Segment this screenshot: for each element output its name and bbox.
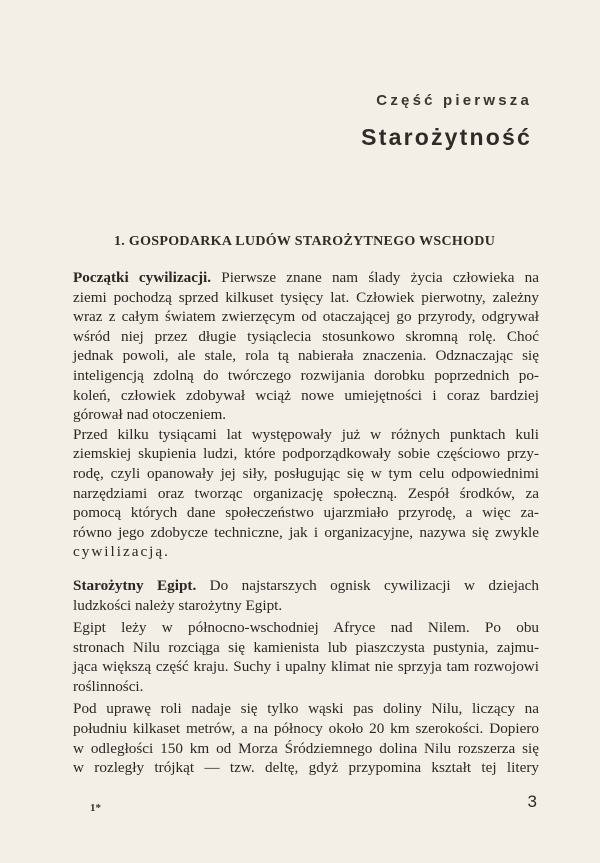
text-line: południu kilkaset metrów, a na północy około 20 km szerokości. Dopiero bbox=[73, 720, 539, 738]
text-line: jednak powoli, ale stale, rola tą nabierała znaczenia. Odznaczając się bbox=[73, 347, 539, 365]
part-label: Część pierwsza bbox=[376, 92, 532, 109]
text-line: pomocą których dane społeczeństwo ujarzmiało przyrodę, a więc za- bbox=[73, 504, 539, 522]
text-line: ziemi pochodzą sprzed kilkuset tysięcy lat. Człowiek pierwotny, zależny bbox=[73, 288, 539, 306]
text-line-emphasized: cywilizacją. bbox=[73, 543, 170, 561]
text-line: rodę, czyli opanowały jej siły, posługując się w tym celu odpowiednimi bbox=[73, 464, 539, 482]
text-line: koleń, człowiek zdobywał wciąż nowe umiejętności i coraz bardziej bbox=[73, 386, 539, 404]
text-line: Pod uprawę roli nadaje się tylko wąski pas doliny Nilu, liczący na bbox=[73, 700, 539, 718]
runin-heading-egypt: Starożytny Egipt. bbox=[73, 576, 197, 594]
page-number: 3 bbox=[527, 792, 537, 811]
text-line: Przed kilku tysiącami lat występowały już w różnych punktach kuli bbox=[73, 425, 539, 443]
printer-signature-mark: 1* bbox=[90, 802, 101, 814]
text-line: ludzkości należy starożytny Egipt. bbox=[73, 596, 283, 614]
text-line: w odległości 150 km od Morza Śródziemnego dolina Nilu rozszerza się bbox=[73, 739, 539, 757]
body-text bbox=[73, 268, 539, 778]
paragraph-egypt-geography bbox=[73, 618, 539, 696]
text-span: Pierwsze znane nam ślady życia człowieka na bbox=[211, 269, 539, 286]
text-line: w rozległy trójkąt — tzw. deltę, gdyż przypomina kształt tej litery bbox=[73, 759, 539, 777]
text-line: ziemskiej skupienia ludzi, które podporządkowały sobie częściowo przy- bbox=[73, 445, 539, 463]
text-line bbox=[73, 268, 539, 288]
runin-heading-beginnings: Początki cywilizacji. bbox=[73, 269, 212, 286]
paragraph-ancient-egypt bbox=[73, 576, 539, 615]
chapter-heading: 1. GOSPODARKA LUDÓW STAROŻYTNEGO WSCHODU bbox=[114, 234, 496, 249]
paragraph-civilization-definition bbox=[73, 425, 539, 562]
text-line: narzędziami oraz tworząc organizację społeczną. Zespół środków, za bbox=[73, 484, 539, 502]
text-line: Egipt leży w północno-wschodniej Afryce nad Nilem. Po obu bbox=[73, 619, 539, 637]
paragraph-nile-valley bbox=[73, 699, 539, 777]
text-line: roślinności. bbox=[73, 677, 144, 695]
text-line: wśród niej przez długie tysiąclecia stosunkowo skromną rolę. Choć bbox=[73, 327, 539, 345]
text-line: równo jego zdobycze techniczne, jak i organizacyjne, nazywa się zwykle bbox=[73, 523, 539, 541]
text-line: inteligencją zdolną do twórczego rozwijania dorobku poprzednich po- bbox=[73, 366, 539, 384]
text-line bbox=[73, 576, 539, 596]
text-line: stronach Nilu rozciąga się kamienista lub piaszczysta pustynia, zajmu- bbox=[73, 638, 539, 656]
paragraph-beginnings-of-civilization bbox=[73, 268, 539, 425]
text-line: jąca większą część kraju. Suchy i upalny klimat nie sprzyja tam rozwojowi bbox=[73, 658, 539, 676]
part-title: Starożytność bbox=[361, 124, 532, 150]
text-span: Do najstarszych ognisk cywilizacji w dziejach bbox=[196, 576, 539, 594]
text-line: wraz z całym światem zwierzęcym od otaczającej go przyrody, odgrywał bbox=[73, 308, 539, 326]
text-line: górował nad otoczeniem. bbox=[73, 406, 227, 424]
